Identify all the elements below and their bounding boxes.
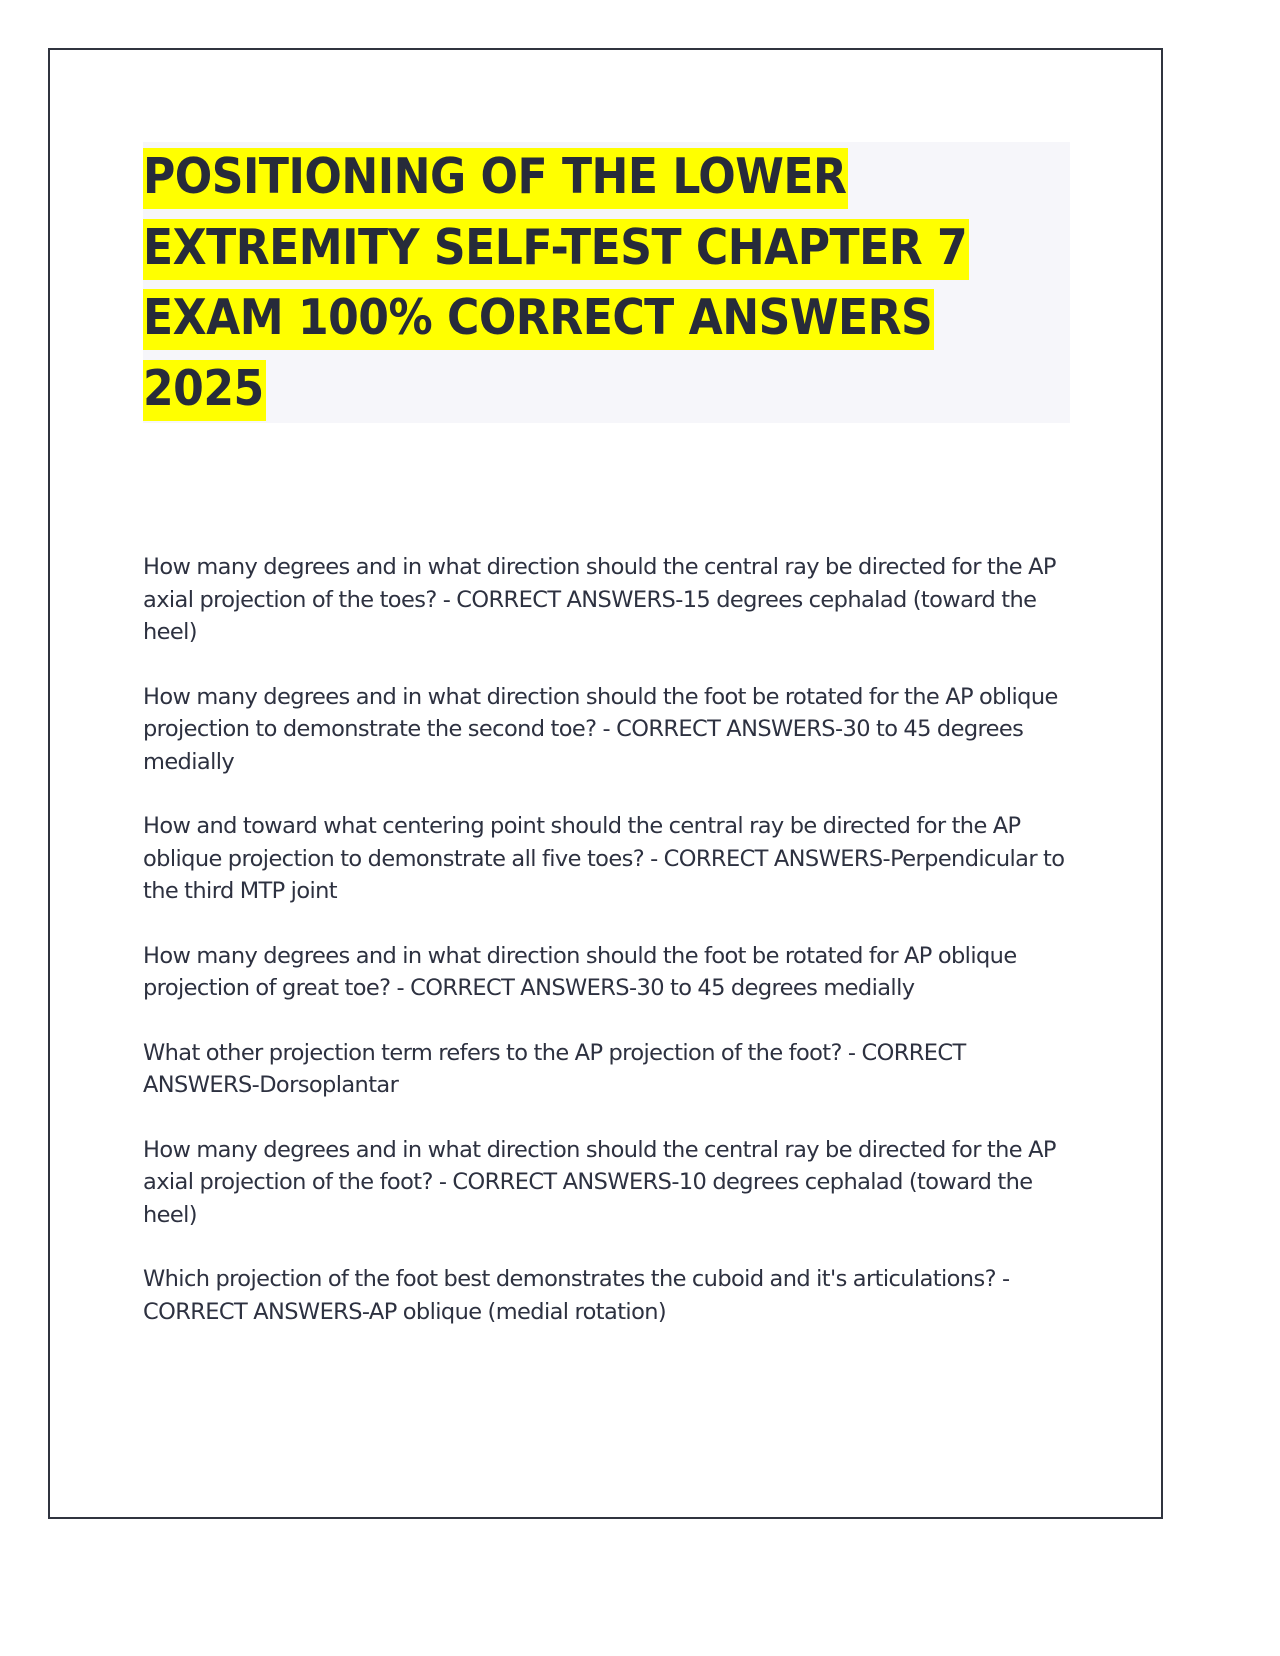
title-line: POSITIONING OF THE LOWER: [143, 148, 848, 209]
qa-list: [143, 551, 1078, 1360]
qa-item: Which projection of the foot best demonstrates the cuboid and it's articulations? - CORRECT ANSWERS-AP oblique (medial rotation): [143, 1266, 1010, 1325]
document-title: [143, 142, 1070, 424]
qa-item: What other projection term refers to the AP projection of the foot? - CORRECT ANSWERS-Dorsoplantar: [143, 1039, 966, 1098]
qa-item: How and toward what centering point should the central ray be directed for the AP oblique projection to demonstrate all five toes? - CORRECT ANSWERS-Perpendicular to the third MTP joint: [143, 813, 1065, 904]
title-line: EXAM 100% CORRECT ANSWERS: [143, 289, 934, 350]
qa-item: How many degrees and in what direction should the central ray be directed for the AP axial projection of the foot? - CORRECT ANSWERS-10 degrees cephalad (toward the heel): [143, 1136, 1056, 1228]
title-line: EXTREMITY SELF-TEST CHAPTER 7: [143, 219, 969, 280]
qa-item: How many degrees and in what direction should the central ray be directed for the AP axial projection of the toes? - CORRECT ANSWERS-15 degrees cephalad (toward the heel): [143, 554, 1056, 645]
qa-item: How many degrees and in what direction should the foot be rotated for AP oblique projection of great toe? - CORRECT ANSWERS-30 to 45 degrees medially: [143, 942, 1017, 1001]
title-block: [143, 142, 1070, 423]
qa-item: How many degrees and in what direction should the foot be rotated for the AP oblique projection to demonstrate the second toe? - CORRECT ANSWERS-30 to 45 degrees medially: [143, 683, 1058, 775]
title-line: 2025: [143, 360, 266, 421]
